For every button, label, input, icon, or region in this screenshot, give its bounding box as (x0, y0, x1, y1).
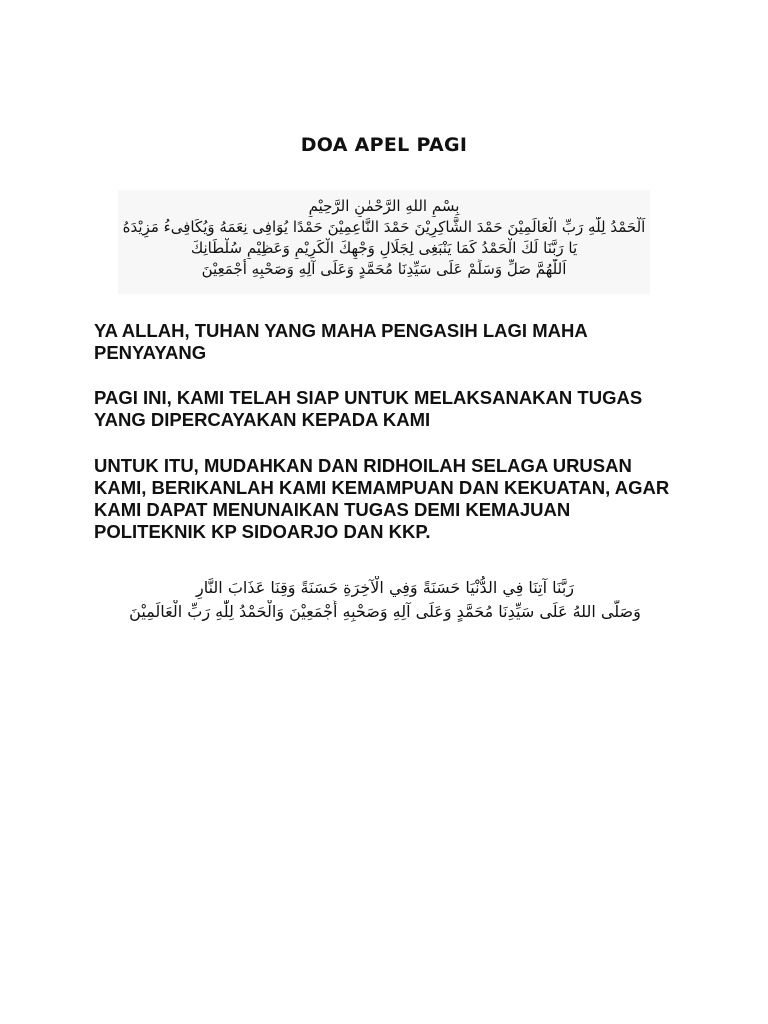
prayer-paragraph: PAGI INI, KAMI TELAH SIAP UNTUK MELAKSANAKAN TUGAS YANG DIPERCAYAKAN KEPADA KAMI (94, 387, 643, 430)
prayer-paragraph: UNTUK ITU, MUDAHKAN DAN RIDHOILAH SELAGA URUSAN KAMI, BERIKANLAH KAMI KEMAMPUAN DAN KEKUATAN, AGAR KAMI DAPAT MENUNAIKAN TUGAS DEMI KEMAJUAN POLITEKNIK KP SIDOARJO DAN KKP. (94, 455, 670, 542)
document-title: DOA APEL PAGI (300, 134, 468, 156)
arabic-closing-line: رَبَّنَا آتِنَا فِي الدُّنْيَا حَسَنَةً وَفِي الْآخِرَةِ حَسَنَةً وَقِنَا عَذَابَ النَّارِ (195, 578, 574, 597)
arabic-opening-line: اَلْحَمْدُ لِلّٰهِ رَبِّ الْعَالَمِيْنَ حَمْدَ الشَّاكِرِيْنَ حَمْدَ النَّاعِمِيْنَ حَمْدًا يُوَافِى نِعَمَهُ وَيُكَافِىءُ مَزِيْدَهُ (122, 218, 646, 236)
arabic-opening-prayer (118, 190, 650, 294)
arabic-opening-line: اَللّٰهُمَّ صَلِّ وَسَلِّمْ عَلَى سَيِّدِنَا مُحَمَّدٍ وَعَلَى آلِهِ وَصَحْبِهِ أَجْمَعِيْنَ (201, 260, 567, 278)
arabic-opening-line: بِسْمِ اللهِ الرَّحْمٰنِ الرَّحِيْمِ (308, 197, 460, 215)
prayer-paragraph: YA ALLAH, TUHAN YANG MAHA PENGASIH LAGI MAHA PENYAYANG (94, 320, 588, 363)
arabic-closing-line: وَصَلَّى اللهُ عَلَى سَيِّدِنَا مُحَمَّدٍ وَعَلَى آلِهِ وَصَحْبِهِ أَجْمَعِيْنَ وَالْحَمْدُ لِلّٰهِ رَبِّ الْعَالَمِيْنَ (129, 602, 641, 621)
arabic-opening-line: يَا رَبَّنَا لَكَ الْحَمْدُ كَمَا يَنْبَغِى لِجَلَالِ وَجْهِكَ الْكَرِيْمِ وَعَظِيْمِ سُلْطَانِكَ (190, 239, 578, 257)
arabic-closing-prayer (120, 576, 650, 624)
